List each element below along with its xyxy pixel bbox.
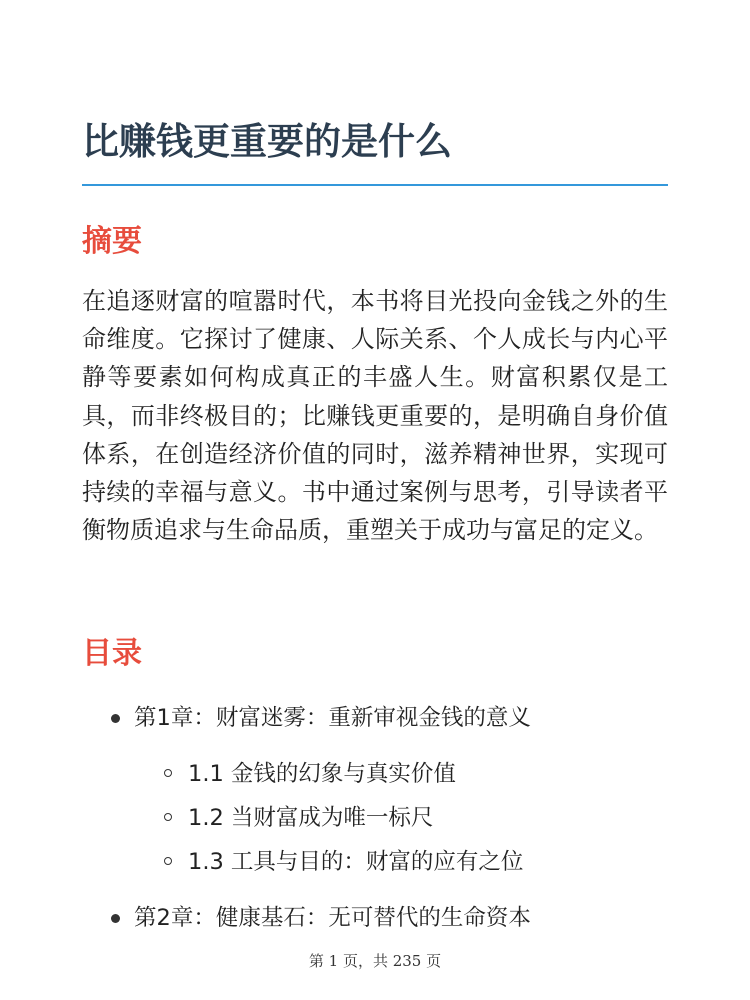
hollow-bullet-icon: [164, 813, 172, 821]
bullet-icon: [111, 914, 120, 923]
hollow-bullet-icon: [164, 857, 172, 865]
toc-item-label: 第2章：健康基石：无可替代的生命资本: [134, 905, 531, 931]
toc-item-label: 1.1 金钱的幻象与真实价值: [188, 761, 456, 787]
hollow-bullet-icon: [164, 769, 172, 777]
toc-section-item: [188, 846, 523, 878]
toc-section-item: [188, 802, 433, 834]
toc-chapter-item: [134, 702, 531, 734]
abstract-heading: 摘要: [82, 224, 142, 259]
toc-item-label: 1.2 当财富成为唯一标尺: [188, 805, 434, 831]
title-divider: [82, 184, 668, 186]
toc-chapter-item: [134, 902, 531, 934]
toc-section-item: [188, 758, 456, 790]
document-title: 比赚钱更重要的是什么: [82, 120, 452, 163]
abstract-paragraph: 在追逐财富的喧嚣时代，本书将目光投向金钱之外的生命维度。它探讨了健康、人际关系、个人成长与内心平静等要素如何构成真正的丰盛人生。财富积累仅是工具，而非终极目的；比赚钱更重要的，是明确自身价值体系，在创造经济价值的同时，滋养精神世界，实现可持续的幸福与意义。书中通过案例与思考，引导读者平衡物质追求与生命品质，重塑关于成功与富足的定义。: [82, 287, 668, 545]
toc-heading: 目录: [82, 636, 142, 671]
toc-item-label: 第1章：财富迷雾：重新审视金钱的意义: [134, 705, 531, 731]
page-number-footer: 第 1 页，共 235 页: [308, 952, 442, 970]
toc-item-label: 1.3 工具与目的：财富的应有之位: [188, 849, 524, 875]
bullet-icon: [111, 714, 120, 723]
